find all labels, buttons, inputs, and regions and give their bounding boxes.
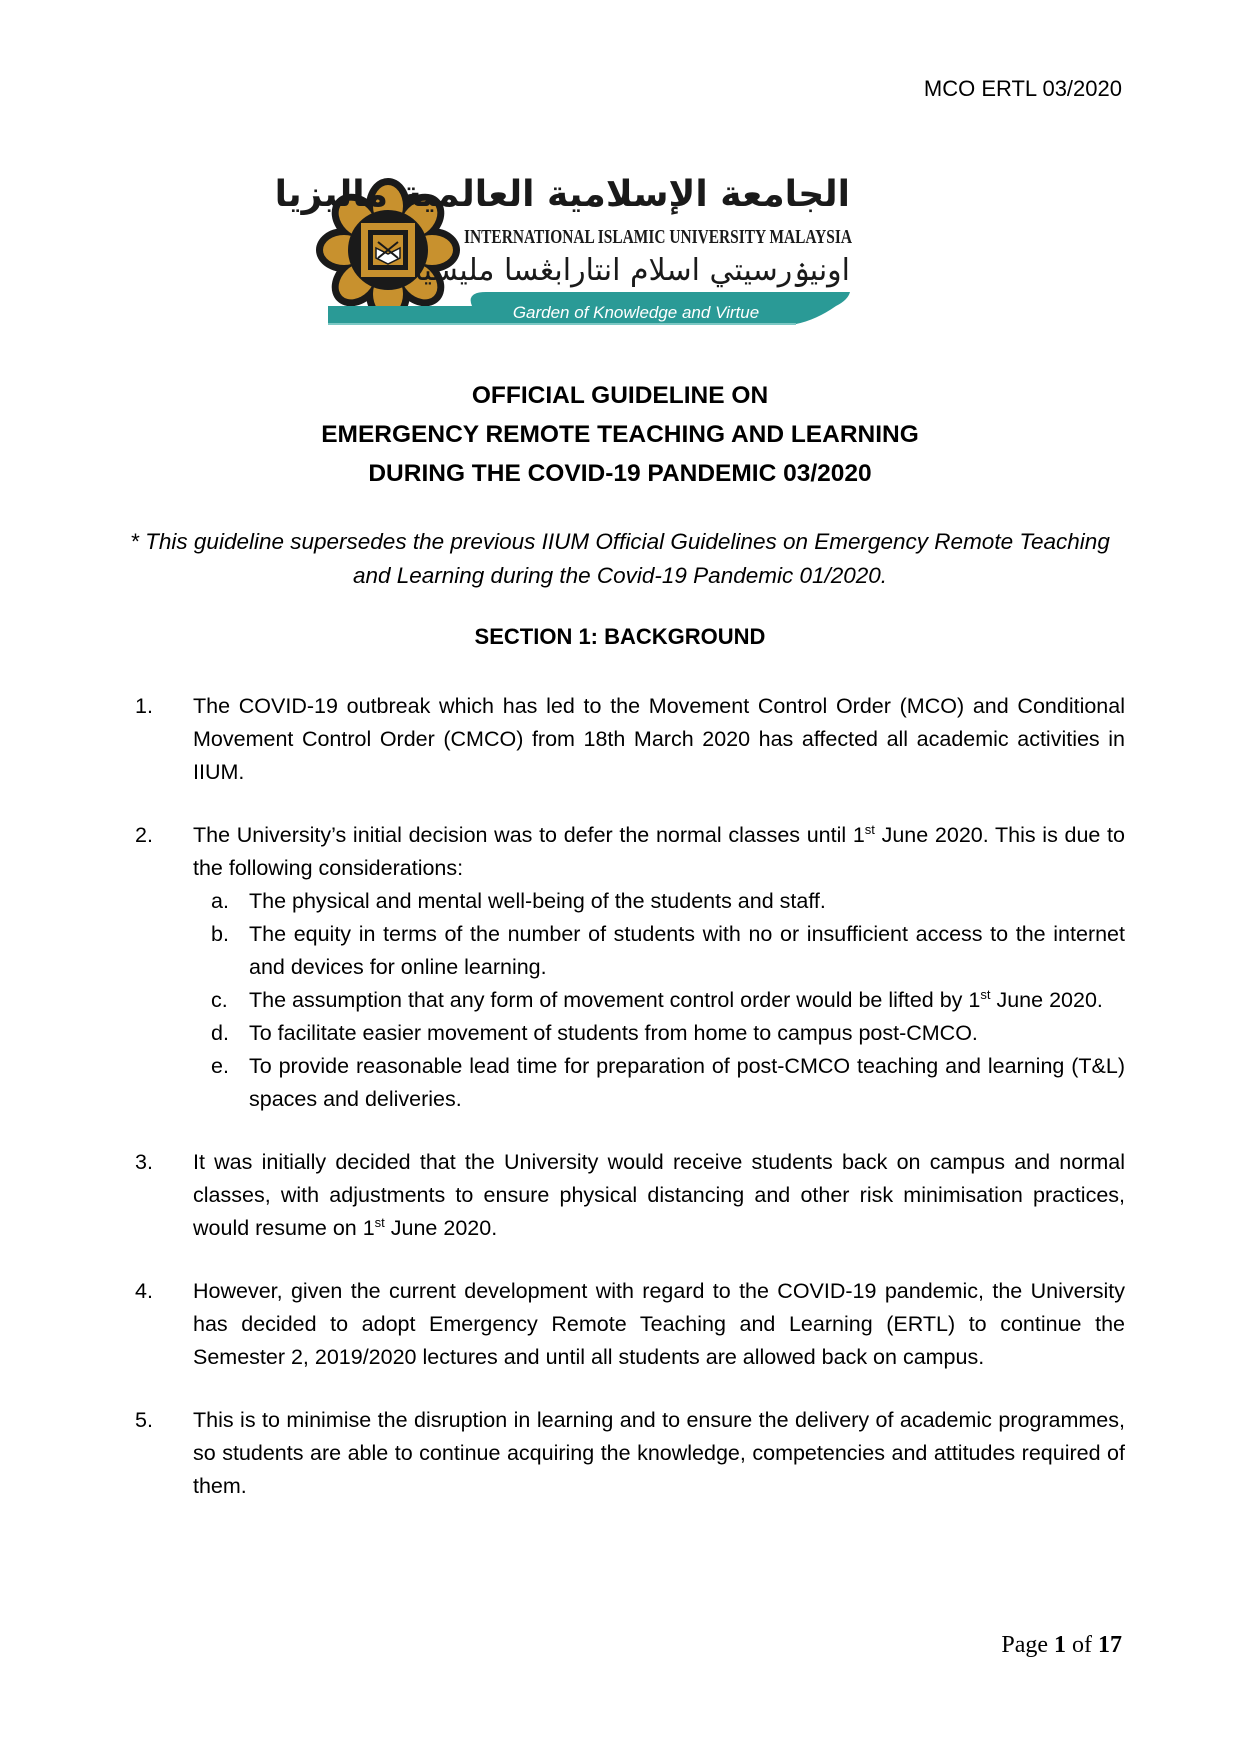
item-text: The University’s initial decision was to defer the normal classes until 1 (193, 823, 865, 847)
item-number: 2. (135, 823, 153, 847)
document-title (0, 376, 1240, 493)
sub-list-item (193, 1017, 1125, 1050)
item-text-cont: June 2020. (384, 1216, 498, 1240)
logo-jawi-name: اونيۏرسيتي اسلام انتارابڠسا مليسيا (414, 253, 850, 288)
sub-item-letter: e. (211, 1054, 229, 1078)
ordinal-suffix: st (374, 1214, 385, 1230)
ordinal-suffix: st (980, 986, 991, 1002)
sub-item-text: The equity in terms of the number of students with no or insufficient access to the internet and devices for online learning. (249, 922, 1125, 979)
item-number: 3. (135, 1150, 153, 1174)
page-number (1001, 1632, 1122, 1659)
sub-item-letter: d. (211, 1021, 229, 1045)
list-item (135, 819, 1125, 1116)
section-heading: SECTION 1: BACKGROUND (474, 624, 766, 649)
sub-item-text: The assumption that any form of movement control order would be lifted by 1 (249, 988, 981, 1012)
of-word: of (1072, 1632, 1092, 1658)
list-item (135, 690, 1125, 789)
title-line-1: OFFICIAL GUIDELINE ON (471, 382, 769, 409)
sub-list-item (193, 918, 1125, 984)
item-number: 1. (135, 694, 153, 718)
supersede-note: * This guideline supersedes the previous IIUM Official Guidelines on Emergency Remote Teaching and Learning during the Covid-19 Pandemic 01/2020. (130, 529, 1110, 588)
ordinal-suffix: st (864, 821, 875, 837)
background-items (135, 690, 1125, 1533)
iium-logo (274, 172, 868, 344)
list-item (135, 1146, 1125, 1245)
sub-list-item (193, 885, 1125, 918)
sub-item-letter: c. (211, 988, 228, 1012)
sub-item-text: To facilitate easier movement of students from home to campus post-CMCO. (249, 1021, 978, 1045)
title-line-3: DURING THE COVID-19 PANDEMIC 03/2020 (368, 460, 872, 487)
sub-item-text: To provide reasonable lead time for preparation of post-CMCO teaching and learning (T&L) spaces and deliveries. (249, 1054, 1125, 1111)
list-item (135, 1404, 1125, 1503)
sub-list-item (193, 1050, 1125, 1116)
logo-arabic-name: الجامعة الإسلامية العالمية ماليزيا (274, 174, 850, 215)
page-total: 17 (1098, 1632, 1122, 1658)
item-number: 5. (135, 1408, 153, 1432)
item-number: 4. (135, 1279, 153, 1303)
sub-item-letter: a. (211, 889, 229, 913)
title-line-2: EMERGENCY REMOTE TEACHING AND LEARNING (321, 421, 919, 448)
item-text: It was initially decided that the University would receive students back on campus and normal classes, with adjustments to ensure physical distancing and other risk minimisation practices, would resume on 1 (193, 1150, 1125, 1240)
page-word: Page (1001, 1632, 1048, 1658)
sub-list-item (193, 984, 1125, 1017)
item-text: This is to minimise the disruption in learning and to ensure the delivery of academic programmes, so students are able to continue acquiring the knowledge, competencies and attitudes required of them. (193, 1408, 1125, 1498)
logo-english-name: INTERNATIONAL ISLAMIC UNIVERSITY MALAYSIA (464, 227, 852, 248)
logo-tagline: Garden of Knowledge and Virtue (512, 303, 760, 322)
list-item (135, 1275, 1125, 1374)
consideration-list (193, 885, 1125, 1116)
page-current: 1 (1054, 1632, 1066, 1658)
sub-item-text: The physical and mental well-being of the students and staff. (249, 889, 826, 913)
item-text-cont: June 2020. This is due to the following considerations: (193, 823, 1125, 880)
document-reference: MCO ERTL 03/2020 (923, 76, 1122, 101)
sub-item-letter: b. (211, 922, 229, 946)
item-text: However, given the current development with regard to the COVID-19 pandemic, the University has decided to adopt Emergency Remote Teaching and Learning (ERTL) to continue the Semester 2, 2019/2020 lectures and until all students are allowed back on campus. (193, 1279, 1125, 1369)
sub-item-text-cont: June 2020. (990, 988, 1103, 1012)
item-text: The COVID-19 outbreak which has led to the Movement Control Order (MCO) and Conditional Movement Control Order (CMCO) from 18th March 2020 has affected all academic activities in IIUM. (193, 694, 1125, 784)
